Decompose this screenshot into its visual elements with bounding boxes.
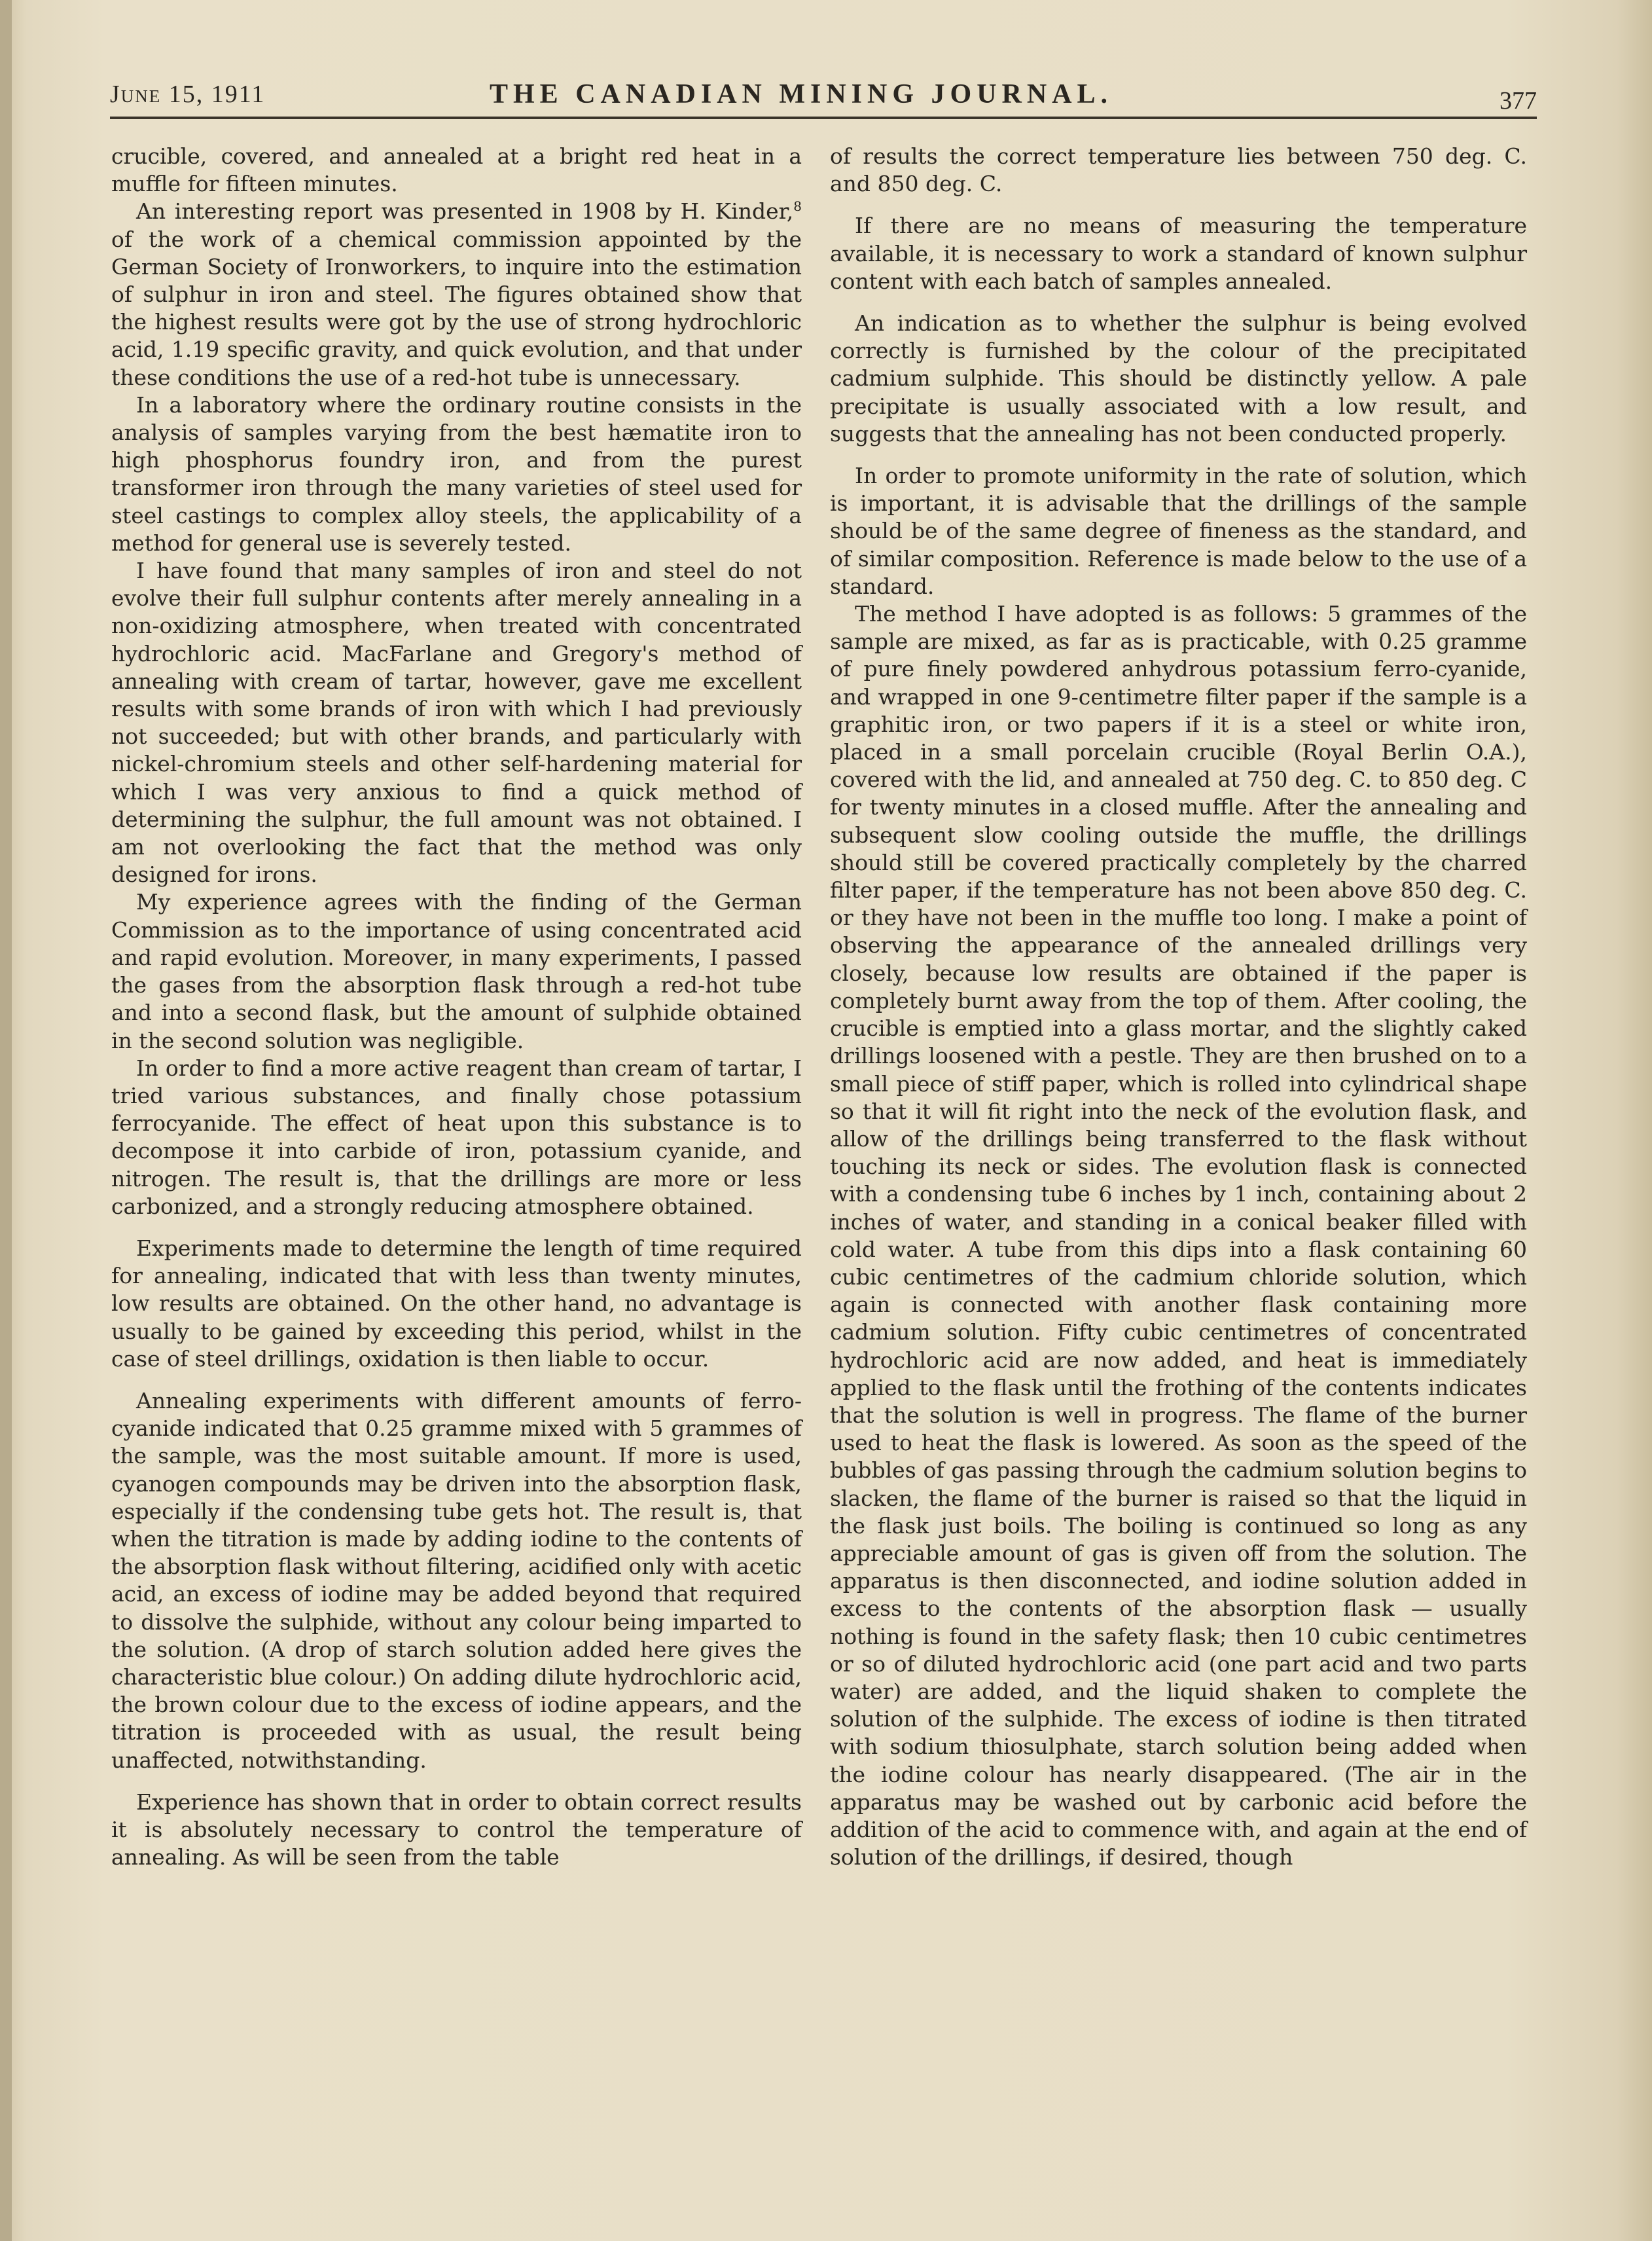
page-header (110, 73, 1537, 119)
paragraph (111, 198, 802, 391)
header-date: June 15, 1911 (110, 81, 266, 108)
paragraph: If there are no means of measuring the temperature available, it is necessary to work a standard of known sulphur content with each batch of samples annealed. (830, 213, 1527, 294)
paragraph: In order to promote uniformity in the rate of solution, which is important, it is advisable that the drillings of the sample should be of the same degree of fineness as the standard, and of similar composition. Reference is made below to the use of a standard. (830, 463, 1527, 599)
left-column (111, 143, 802, 1871)
paragraph: In a laboratory where the ordinary routine consists in the analysis of samples varying from the best hæmatite iron to high phosphorus foundry iron, and from the purest transformer iron through the many varieties of steel used for steel castings to complex alloy steels, the applicability of a method for general use is severely tested. (111, 392, 802, 556)
journal-title: THE CANADIAN MINING JOURNAL. (490, 79, 1113, 109)
paragraph: of results the correct temperature lies between 750 deg. C. and 850 deg. C. (830, 143, 1527, 197)
binding-edge (0, 0, 12, 2241)
paragraph: Annealing experiments with different amounts of ferro-cyanide indicated that 0.25 gramme mixed with 5 grammes of the sample, was the most suitable amount. If more is used, cyanogen compounds may be driven into the absorption flask, especially if the condensing tube gets hot. The result is, that when the titration is made by adding iodine to the contents of the absorption flask without filtering, acidified only with acetic acid, an excess of iodine may be added beyond that required to dissolve the sulphide, without any colour being imparted to the solution. (A drop of starch solution added here gives the characteristic blue colour.) On adding dilute hydrochloric acid, the brown colour due to the excess of iodine appears, and the titration is proceeded with as usual, the result being unaffected, notwithstanding. (111, 1387, 802, 1773)
paragraph: Experiments made to determine the length of time required for annealing, indicated that with less than twenty minutes, low results are obtained. On the other hand, no advantage is usually to be gained by exceeding this period, whilst in the case of steel drillings, oxidation is then liable to occur. (111, 1235, 802, 1372)
paragraph: crucible, covered, and annealed at a bright red heat in a muffle for fifteen minutes. (111, 143, 802, 197)
header-rule (110, 117, 1537, 119)
paragraph-text: An interesting report was presented in 1908 by H. Kinder, (136, 198, 794, 225)
paragraph: My experience agrees with the finding of the German Commission as to the importance of using concentrated acid and rapid evolution. Moreover, in many experiments, I passed the gases from the absorption flask through a red-hot tube and into a second flask, but the amount of sulphide obtained in the second solution was negligible. (111, 889, 802, 1053)
paragraph: In order to find a more active reagent than cream of tartar, I tried various substances, and finally chose potassium ferrocyanide. The effect of heat upon this substance is to decompose it into carbide of iron, potassium cyanide, and nitrogen. The result is, that the drillings are more or less carbonized, and a strongly reducing atmosphere obtained. (111, 1055, 802, 1219)
paragraph: An indication as to whether the sulphur is being evolved correctly is furnished by the colour of the precipitated cadmium sulphide. This should be distinctly yellow. A pale precipitate is usually associated with a low result, and suggests that the annealing has not been conducted properly. (830, 310, 1527, 446)
paragraph: I have found that many samples of iron and steel do not evolve their full sulphur contents after merely annealing in a non-oxidizing atmosphere, when treated with concentrated hydrochloric acid. MacFarlane and Gregory's method of annealing with cream of tartar, however, gave me excellent results with some brands of iron with which I had previously not succeeded; but with other brands, and particularly with nickel-chromium steels and other self-hardening material for which I was very anxious to find a quick method of determining the sulphur, the full amount was not obtained. I am not overlooking the fact that the method was only designed for irons. (111, 558, 802, 888)
footnote-marker: 8 (793, 198, 802, 215)
paragraph: The method I have adopted is as follows: 5 grammes of the sample are mixed, as far as is practicable, with 0.25 gramme of pure finely powdered anhydrous potassium ferro-cyanide, and wrapped in one 9-centimetre filter paper if the sample is a graphitic iron, or two papers if it is a steel or white iron, placed in a small porcelain crucible (Royal Berlin O.A.), covered with the lid, and annealed at 750 deg. C. to 850 deg. C for twenty minutes in a closed muffle. After the annealing and subsequent slow cooling outside the muffle, the drillings should still be covered practically completely by the charred filter paper, if the temperature has not been above 850 deg. C. or they have not been in the muffle too long. I make a point of observing the appearance of the annealed drillings very closely, because low results are obtained if the paper is completely burnt away from the top of them. After cooling, the crucible is emptied into a glass mortar, and the slightly caked drillings loosened with a pestle. They are then brushed on to a small piece of stiff paper, which is rolled into cylindrical shape so that it will fit right into the neck of the evolution flask, and allow of the drillings being transferred to the flask without touching its neck or sides. The evolution flask is connected with a condensing tube 6 inches by 1 inch, containing about 2 inches of water, and standing in a conical beaker filled with cold water. A tube from this dips into a flask containing 60 cubic centimetres of the cadmium chloride solution, which again is connected with another flask containing more cadmium solution. Fifty cubic centimetres of concentrated hydrochloric acid are now added, and heat is immediately applied to the flask until the frothing of the contents indicates that the solution is well in progress. The flame of the burner used to heat the flask is lowered. As soon as the speed of the bubbles of gas passing through the cadmium solution begins to slacken, the flame of the burner is raised so that the liquid in the flask just boils. The boiling is continued so long as any appreciable amount of gas is given off from the solution. The apparatus is then disconnected, and iodine solution added in excess to the contents of the absorption flask — usually nothing is found in the safety flask; then 10 cubic centimetres or so of diluted hydrochloric acid (one part acid and two parts water) are added, and the liquid shaken to complete the solution of the sulphide. The excess of iodine is then titrated with sodium thiosulphate, starch solution being added when the iodine colour has nearly disappeared. (The air in the apparatus may be washed out by carbonic acid before the addition of the acid to commence with, and again at the end of solution of the drillings, if desired, though (830, 601, 1527, 1870)
page-number: 377 (1499, 87, 1537, 115)
paragraph: Experience has shown that in order to obtain correct results it is absolutely necessary to control the temperature of annealing. As will be seen from the table (111, 1789, 802, 1870)
paragraph-text: of the work of a chemical commission appointed by the German Society of Ironworkers, to inquire into the estimation of sulphur in iron and steel. The figures obtained show that the highest results were got by the use of strong hydrochloric acid, 1.19 specific gravity, and quick evolution, and that under these conditions the use of a red-hot tube is unnecessary. (111, 226, 802, 390)
right-column (830, 143, 1527, 1871)
